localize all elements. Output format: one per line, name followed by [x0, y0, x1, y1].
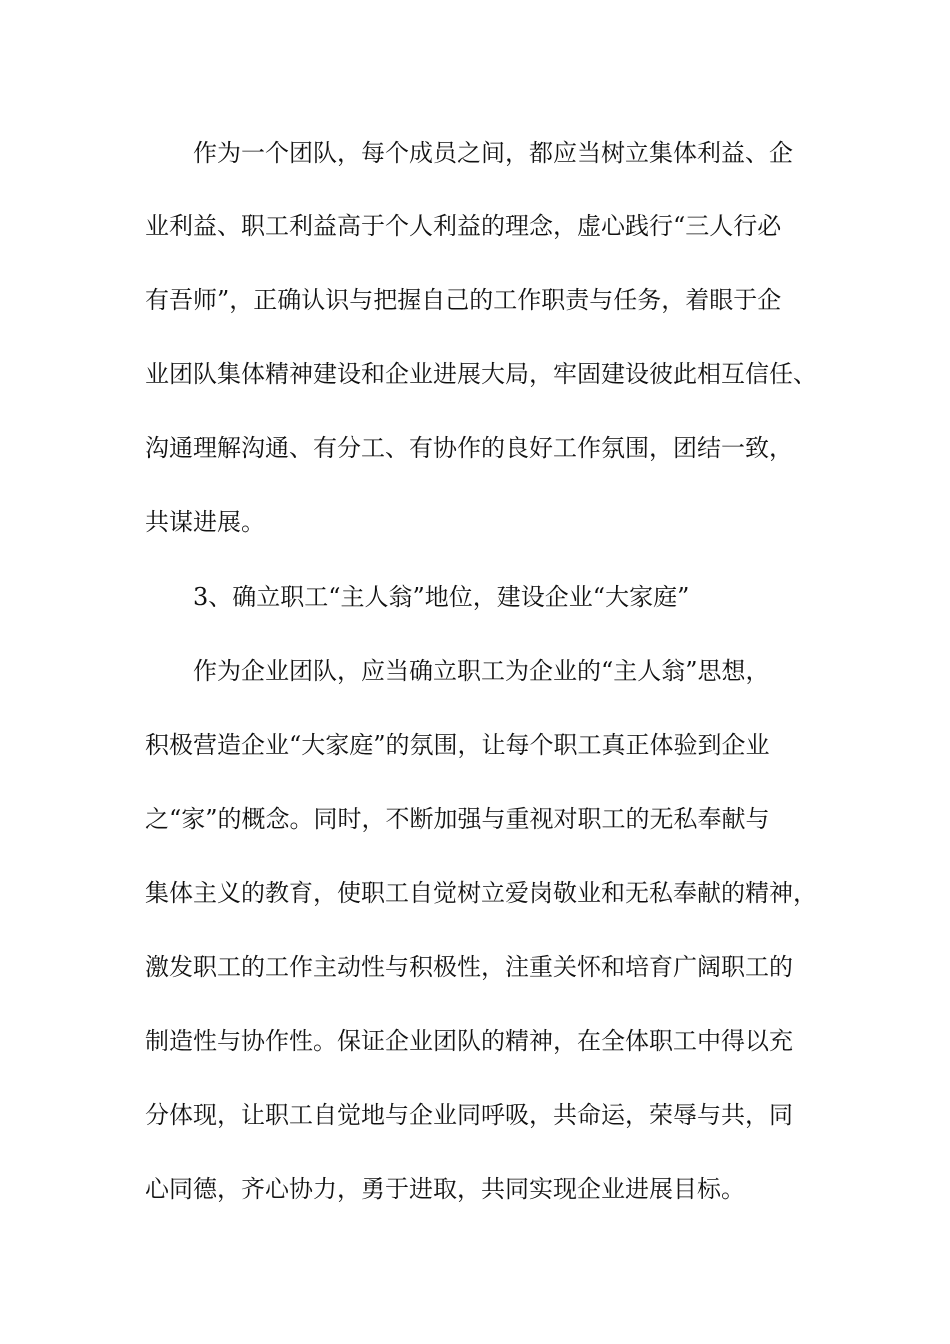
paragraph-1-line-5: 沟通理解沟通、有分工、有协作的良好工作氛围，团结一致， [145, 434, 793, 462]
paragraph-2-line-3: 之“家”的概念。同时，不断加强与重视对职工的无私奉献与 [145, 805, 770, 833]
section-heading-3: 3、确立职工“主人翁”地位，建设企业“大家庭” [193, 583, 690, 611]
paragraph-2-line-6: 制造性与协作性。保证企业团队的精神，在全体职工中得以充 [145, 1027, 793, 1055]
paragraph-2-line-2: 积极营造企业“大家庭”的氛围，让每个职工真正体验到企业 [145, 731, 770, 759]
paragraph-2-line-4: 集体主义的教育，使职工自觉树立爱岗敬业和无私奉献的精神， [145, 879, 817, 907]
paragraph-2-line-5: 激发职工的工作主动性与积极性，注重关怀和培育广阔职工的 [145, 953, 793, 981]
paragraph-1-line-1: 作为一个团队，每个成员之间，都应当树立集体利益、企 [193, 139, 793, 167]
paragraph-2-line-8: 心同德，齐心协力，勇于进取，共同实现企业进展目标。 [145, 1175, 745, 1203]
paragraph-1-line-3: 有吾师”，正确认识与把握自己的工作职责与任务，着眼于企 [145, 286, 782, 314]
paragraph-2-line-1: 作为企业团队，应当确立职工为企业的“主人翁”思想， [193, 657, 770, 685]
paragraph-1-line-2: 业利益、职工利益高于个人利益的理念，虚心践行“三人行必 [145, 212, 782, 240]
paragraph-1-line-6: 共谋进展。 [145, 508, 265, 536]
paragraph-2-line-7: 分体现，让职工自觉地与企业同呼吸，共命运，荣辱与共，同 [145, 1101, 793, 1129]
paragraph-1-line-4: 业团队集体精神建设和企业进展大局，牢固建设彼此相互信任、 [145, 360, 817, 388]
